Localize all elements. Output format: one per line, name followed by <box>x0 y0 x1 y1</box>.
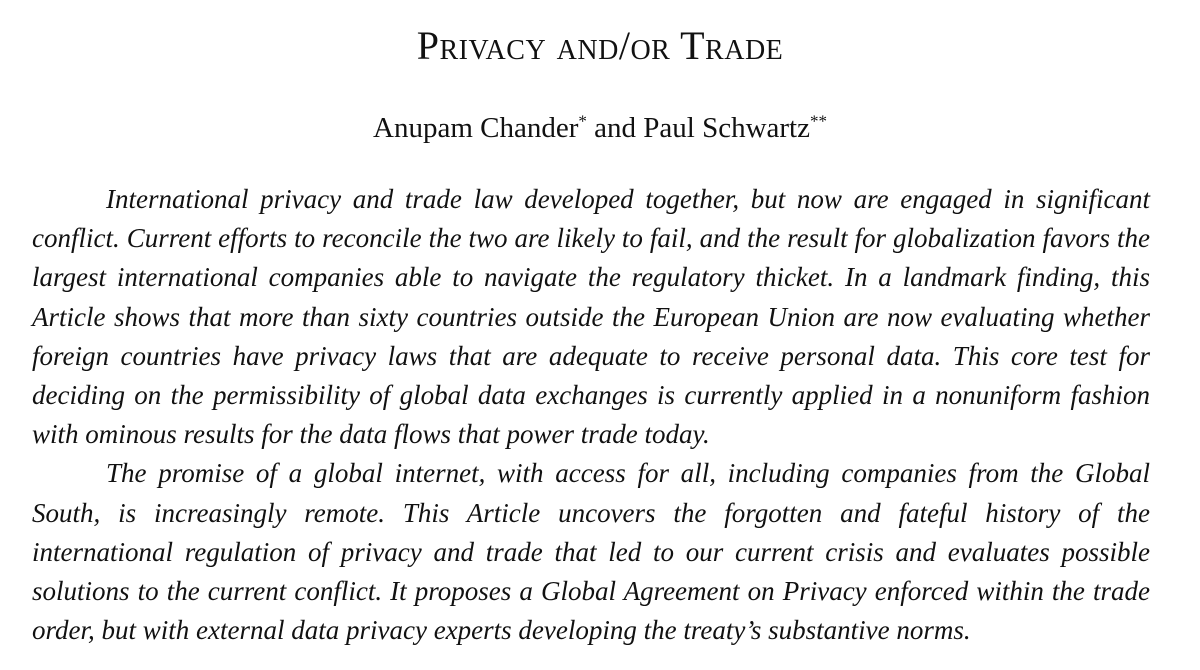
abstract-paragraph: The promise of a global internet, with access for all, including companies from the Global South, is increasingly remote. This Article uncovers the forgotten and fateful history of the international regulation of privacy and trade that led to our current crisis and evaluates possible solutions to the current conflict. It proposes a Global Agreement on Privacy enforced within the trade order, but with external data privacy experts developing the treaty’s substantive norms. <box>32 458 1150 646</box>
abstract <box>32 180 1150 650</box>
author-footnote-mark: * <box>578 111 587 131</box>
author-name: Paul Schwartz <box>643 112 810 144</box>
author-footnote-mark: ** <box>809 111 827 131</box>
author-line <box>0 108 1200 148</box>
author-name: Anupam Chander <box>373 112 579 144</box>
abstract-paragraph: International privacy and trade law developed together, but now are engaged in significant conflict. Current efforts to reconcile the two are likely to fail, and the result for globalization favors the largest international companies able to navigate the regulatory thicket. In a landmark finding, this Article shows that more than sixty countries outside the European Union are now evaluating whether foreign countries have privacy laws that are adequate to receive personal data. This core test for deciding on the permissibility of global data exchanges is currently applied in a nonuniform fashion with ominous results for the data flows that power trade today. <box>32 184 1150 450</box>
paper-title: Privacy and/or Trade <box>416 23 784 68</box>
author-conjunction: and <box>594 112 637 144</box>
